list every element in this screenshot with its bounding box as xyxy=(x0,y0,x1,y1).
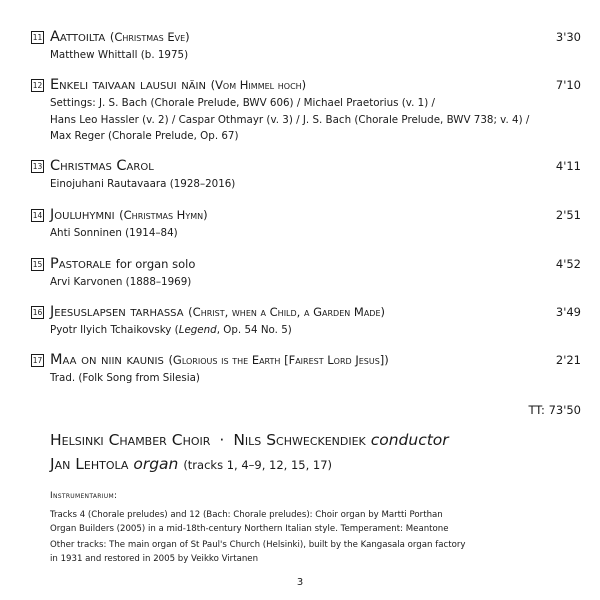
performers-line-1 xyxy=(50,430,449,450)
track-number-badge: 12 xyxy=(32,81,43,90)
track-title: Maa on niin kaunis (Glorious is the Earth [Fairest Lord Jesus]) xyxy=(50,352,389,368)
track-number-badge: 13 xyxy=(32,162,43,171)
conductor-role: conductor xyxy=(370,431,449,449)
track-duration: 7'10 xyxy=(555,78,581,92)
track-title: Jeesuslapsen tarhassa (Christ, when a Child, a Garden Made) xyxy=(50,304,386,320)
organist-role: organ xyxy=(133,455,179,473)
track-credit: Trad. (Folk Song from Silesia) xyxy=(50,372,200,384)
track-duration: 3'30 xyxy=(555,30,581,44)
separator-dot: · xyxy=(219,431,225,449)
track-credit: Settings: J. S. Bach (Chorale Prelude, BWV 606) / Michael Praetorius (v. 1) / Hans Leo Hassler (v. 2) / Caspar Othmayr (v. 3) / J. S. Bach (Chorale Prelude, BWV 738; v. 4) / Max Reger (Chorale Prelude, Op. 67) xyxy=(50,97,530,142)
choir-name: Helsinki Chamber Choir xyxy=(50,431,211,449)
track-number-badge: 11 xyxy=(32,33,43,42)
track-duration: 2'21 xyxy=(555,353,581,367)
track-title: Aattoilta (Christmas Eve) xyxy=(50,29,190,45)
track-credit: Matthew Whittall (b. 1975) xyxy=(50,49,189,61)
track-duration: 4'52 xyxy=(555,257,581,271)
track-number-badge: 15 xyxy=(32,260,43,269)
track-duration: 3'49 xyxy=(555,305,581,319)
conductor-name: Nils Schweckendiek xyxy=(233,431,366,449)
track-title: Enkeli taivaan lausui näin (Vom Himmel hoch) xyxy=(50,77,307,93)
instrumentarium-heading: Instrumentarium: xyxy=(50,491,118,501)
track-credit: Pyotr Ilyich Tchaikovsky (Legend, Op. 54 No. 5) xyxy=(50,324,292,336)
organist-name: Jan Lehtola xyxy=(50,455,129,473)
page-number: 3 xyxy=(296,577,304,588)
track-credit: Einojuhani Rautavaara (1928–2016) xyxy=(50,178,236,190)
track-number-badge: 14 xyxy=(32,211,43,220)
track-number-badge: 16 xyxy=(32,308,43,317)
instrumentarium-para-2: Other tracks: The main organ of St Paul's Church (Helsinki), built by the Kangasala organ factory in 1931 and restored in 2005 by Veikko Virtanen xyxy=(50,540,466,564)
track-number-badge: 17 xyxy=(32,356,43,365)
total-time: TT: 73'50 xyxy=(528,403,581,417)
track-title: Christmas Carol xyxy=(50,158,154,174)
performers-line-2 xyxy=(50,454,332,475)
organist-tracks: (tracks 1, 4–9, 12, 15, 17) xyxy=(183,458,333,472)
track-credit: Ahti Sonninen (1914–84) xyxy=(50,227,178,239)
track-credit: Arvi Karvonen (1888–1969) xyxy=(50,276,192,288)
instrumentarium-para-1: Tracks 4 (Chorale preludes) and 12 (Bach: Chorale preludes): Choir organ by Martti Porthan Organ Builders (2005) in a mid-18th-century Northern Italian style. Temperament: Meantone xyxy=(50,510,449,534)
track-title: Pastorale for organ solo xyxy=(50,256,196,272)
track-duration: 4'11 xyxy=(555,159,581,173)
track-duration: 2'51 xyxy=(555,208,581,222)
track-title: Jouluhymni (Christmas Hymn) xyxy=(50,207,208,223)
